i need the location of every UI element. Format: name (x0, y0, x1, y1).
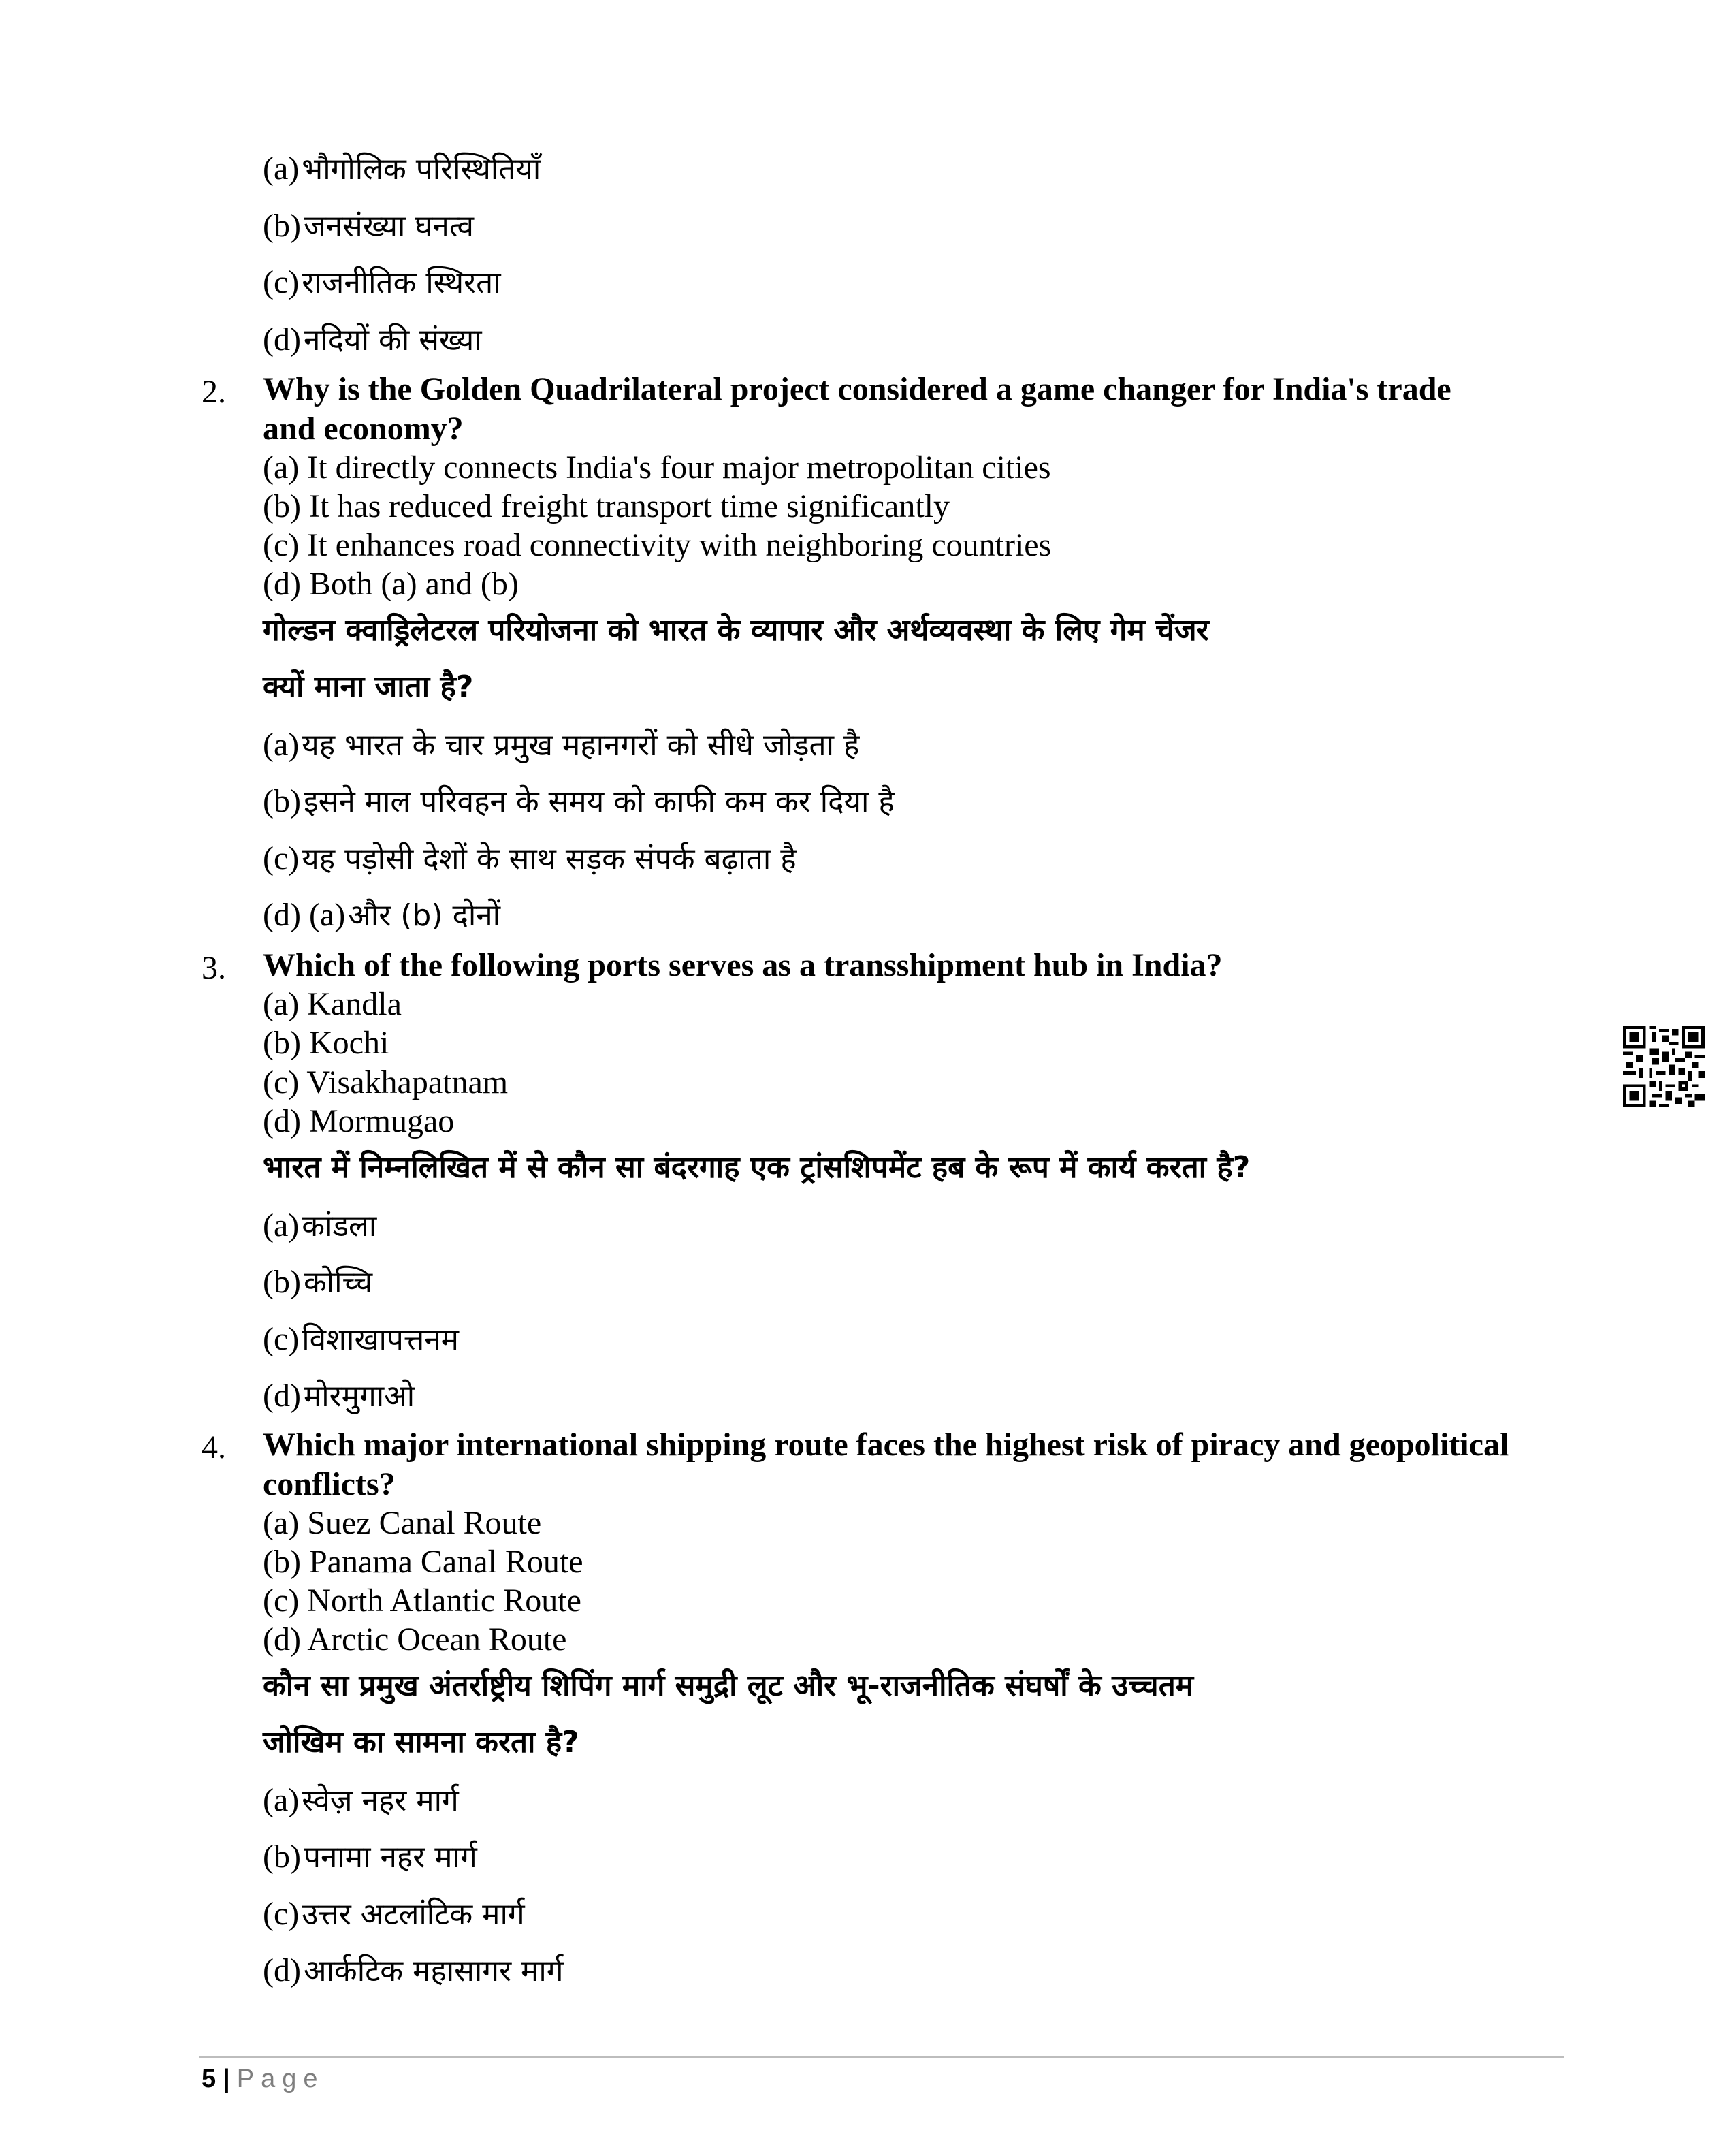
q1-hi-option-a: (a) भौगोलिक परिस्थितियाँ (263, 150, 541, 187)
q4-hi-question-line-1: कौन सा प्रमुख अंतर्राष्ट्रीय शिपिंग मार्ग समुद्री लूट और भू-राजनीतिक संघर्षों के उच्चतम (263, 1668, 1194, 1703)
qr-code-icon (1623, 1026, 1705, 1107)
q2-en-option-c: (c) It enhances road connectivity with neighboring countries (263, 527, 1052, 563)
q3-en-option-c: (c) Visakhapatnam (263, 1064, 509, 1100)
q2-en-option-a: (a) It directly connects India's four major metropolitan cities (263, 449, 1051, 486)
q2-en-option-b: (b) It has reduced freight transport time significantly (263, 488, 950, 524)
footer-divider (199, 2056, 1564, 2058)
q4-hi-option-b: (b) पनामा नहर मार्ग (263, 1839, 477, 1875)
q1-hi-option-b: (b) जनसंख्या घनत्व (263, 208, 474, 244)
q2-hi-question-line-2: क्यों माना जाता है? (263, 669, 474, 704)
page-word: Page (236, 2065, 325, 2093)
q2-hi-question-line-1: गोल्डन क्वाड्रिलेटरल परियोजना को भारत के व्यापार और अर्थव्यवस्था के लिए गेम चेंजर (263, 613, 1209, 648)
q4-hi-option-d: (d) आर्कटिक महासागर मार्ग (263, 1952, 564, 1988)
q4-hi-option-c: (c) उत्तर अटलांटिक मार्ग (263, 1896, 525, 1932)
q4-en-question-line-2: conflicts? (263, 1466, 396, 1502)
q1-hi-option-d: (d) नदियों की संख्या (263, 321, 482, 358)
q2-en-option-d: (d) Both (a) and (b) (263, 566, 519, 602)
q4-en-option-b: (b) Panama Canal Route (263, 1544, 583, 1580)
q4-en-option-c: (c) North Atlantic Route (263, 1583, 581, 1619)
footer-separator: | (223, 2065, 230, 2093)
q2-hi-option-d: (d) (a) और (b) दोनों (263, 897, 501, 933)
q4-hi-question-line-2: जोखिम का सामना करता है? (263, 1725, 579, 1760)
q3-number: 3. (202, 950, 226, 986)
q2-en-question-line-1: Why is the Golden Quadrilateral project considered a game changer for India's trade (263, 371, 1451, 407)
q4-en-option-d: (d) Arctic Ocean Route (263, 1621, 567, 1657)
q3-hi-option-d: (d) मोरमुगाओ (263, 1378, 415, 1414)
q1-hi-option-c: (c) राजनीतिक स्थिरता (263, 264, 501, 300)
q3-en-option-b: (b) Kochi (263, 1025, 389, 1061)
q4-en-question-line-1: Which major international shipping route faces the highest risk of piracy and geopolitical (263, 1427, 1509, 1463)
q4-en-option-a: (a) Suez Canal Route (263, 1505, 542, 1541)
q3-hi-option-c: (c) विशाखापत्तनम (263, 1321, 459, 1357)
q2-hi-option-c: (c) यह पड़ोसी देशों के साथ सड़क संपर्क बढ़ाता है (263, 840, 797, 876)
q2-en-question-line-2: and economy? (263, 411, 464, 447)
q3-hi-option-b: (b) कोच्चि (263, 1264, 373, 1300)
q3-en-question: Which of the following ports serves as a transshipment hub in India? (263, 947, 1223, 983)
q3-hi-option-a: (a) कांडला (263, 1207, 377, 1243)
q2-hi-option-b: (b) इसने माल परिवहन के समय को काफी कम कर दिया है (263, 783, 895, 819)
q3-en-option-d: (d) Mormugao (263, 1103, 455, 1139)
q2-hi-option-a: (a) यह भारत के चार प्रमुख महानगरों को सीधे जोड़ता है (263, 727, 860, 763)
q2-number: 2. (202, 374, 226, 410)
q3-hi-question: भारत में निम्नलिखित में से कौन सा बंदरगाह एक ट्रांसशिपमेंट हब के रूप में कार्य करता है? (263, 1150, 1251, 1185)
page-footer (202, 2065, 325, 2094)
q3-en-option-a: (a) Kandla (263, 986, 402, 1022)
q4-hi-option-a: (a) स्वेज़ नहर मार्ग (263, 1782, 459, 1818)
q4-number: 4. (202, 1429, 226, 1465)
page-number: 5 (202, 2065, 216, 2093)
